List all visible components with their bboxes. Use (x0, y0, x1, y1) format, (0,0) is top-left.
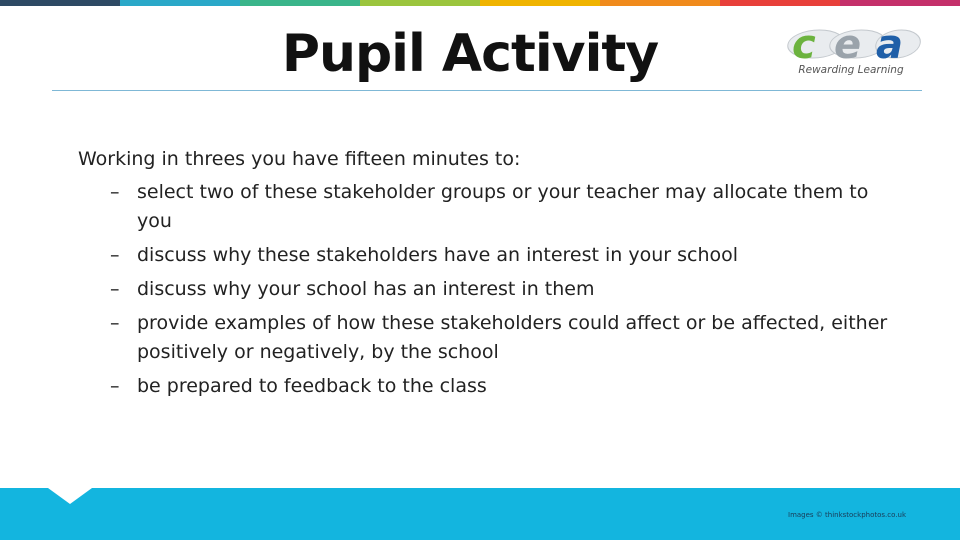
instructions-intro: Working in threes you have fifteen minutes to: (78, 148, 521, 170)
color-stripe-segment (480, 0, 600, 6)
color-stripe-segment (720, 0, 840, 6)
logo-letter-e: e (834, 22, 862, 68)
list-item-text: discuss why your school has an interest in them (137, 278, 595, 300)
color-stripe-segment (0, 0, 120, 6)
list-item (110, 275, 908, 304)
list-item (110, 241, 908, 270)
bullet-dash: – (110, 181, 120, 203)
list-item-text: select two of these stakeholder groups or your teacher may allocate them to you (137, 181, 869, 232)
title-divider (52, 90, 922, 91)
logo-letter-a: a (876, 22, 903, 68)
bullet-dash: – (110, 312, 120, 334)
list-item (110, 178, 908, 236)
color-stripe-bar (0, 0, 960, 6)
color-stripe-segment (240, 0, 360, 6)
bullet-dash: – (110, 244, 120, 266)
color-stripe-segment (360, 0, 480, 6)
instructions-list (78, 178, 908, 401)
list-item (110, 372, 908, 401)
slide-title: Pupil Activity (281, 24, 659, 84)
color-stripe-segment (840, 0, 960, 6)
list-item-text: be prepared to feedback to the class (137, 375, 487, 397)
color-stripe-segment (120, 0, 240, 6)
color-stripe-segment (600, 0, 720, 6)
bullet-dash: – (110, 278, 120, 300)
list-item (110, 309, 908, 367)
logo-tagline: Rewarding Learning (798, 64, 904, 76)
list-item-text: provide examples of how these stakeholders could affect or be affected, either positively or negatively, by the school (137, 312, 888, 363)
instructions-block (78, 144, 908, 406)
image-credit: Images © thinkstockphotos.co.uk (788, 511, 906, 519)
bullet-dash: – (110, 375, 120, 397)
list-item-text: discuss why these stakeholders have an interest in your school (137, 244, 739, 266)
logo-letter-c: c (792, 22, 816, 68)
